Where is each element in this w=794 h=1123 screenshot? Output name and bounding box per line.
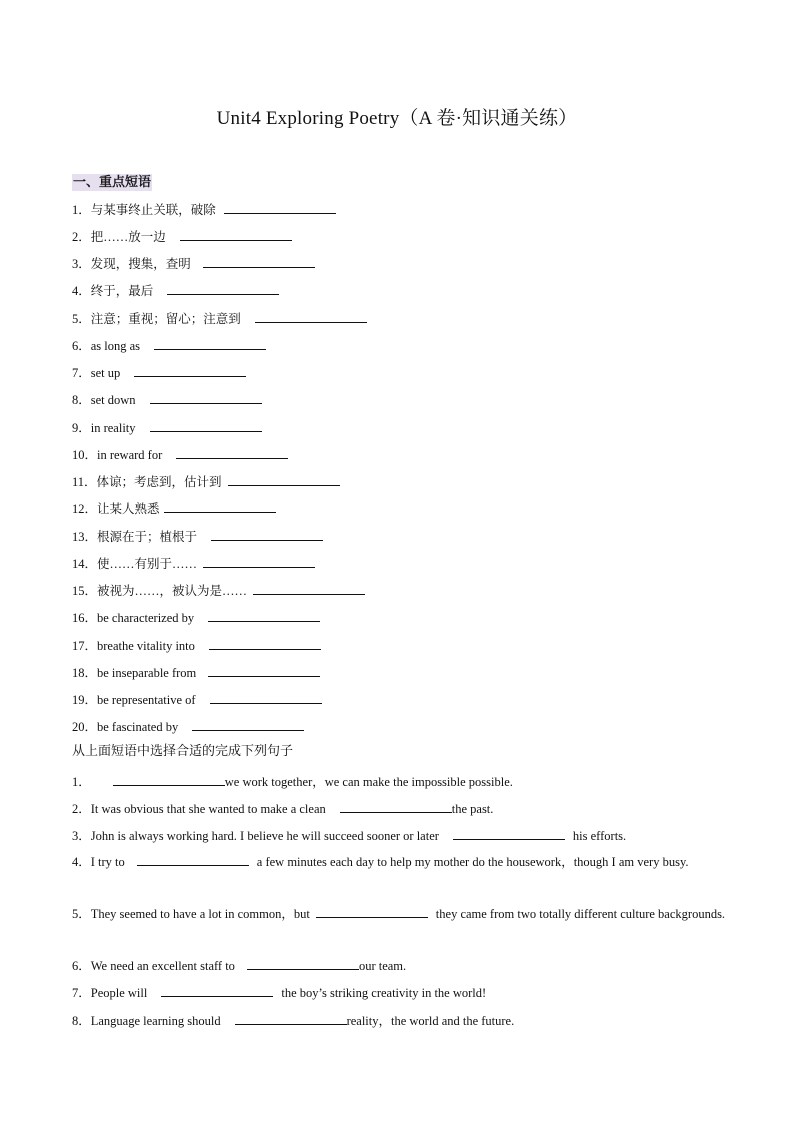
answer-blank[interactable]	[192, 718, 304, 731]
phrase-item: 8．set down	[72, 391, 732, 408]
answer-blank[interactable]	[203, 255, 315, 268]
phrase-item: 9．in reality	[72, 419, 732, 436]
phrase-item: 2．把……放一边	[72, 228, 732, 245]
phrase-item: 1．与某事终止关联，破除	[72, 201, 732, 218]
answer-blank[interactable]	[211, 528, 323, 541]
phrase-item: 13．根源在于；植根于	[72, 528, 732, 545]
answer-blank[interactable]	[340, 800, 452, 813]
sentence-item: 8．Language learning should reality，the world and the future.	[72, 1014, 515, 1028]
answer-blank[interactable]	[208, 609, 320, 622]
phrase-item: 16．be characterized by	[72, 609, 732, 626]
sentence-item: 2．It was obvious that she wanted to make a clean the past.	[72, 802, 494, 816]
phrase-item: 5．注意；重视；留心；注意到	[72, 310, 732, 327]
phrase-item: 11．体谅；考虑到，估计到	[72, 473, 732, 490]
phrase-item: 14．使……有别于……	[72, 555, 732, 572]
sentence-item: 4．I try to a few minutes each day to help my mother do the housework，though I am very busy.	[72, 855, 689, 869]
answer-blank[interactable]	[209, 637, 321, 650]
answer-blank[interactable]	[134, 364, 246, 377]
phrase-item: 17．breathe vitality into	[72, 637, 732, 654]
answer-blank[interactable]	[113, 773, 225, 786]
answer-blank[interactable]	[137, 853, 249, 866]
section-heading: 一、重点短语	[73, 175, 152, 190]
sentence-item: 7．People will the boy’s striking creativity in the world!	[72, 986, 487, 1000]
sentence-item: 3．John is always working hard. I believe he will succeed sooner or later his efforts.	[72, 829, 627, 843]
phrase-item: 7．set up	[72, 364, 732, 381]
page-title: Unit4 Exploring Poetry（A 卷·知识通关练）	[216, 108, 578, 129]
answer-blank[interactable]	[208, 664, 320, 677]
phrase-item: 15．被视为……，被认为是……	[72, 582, 732, 599]
answer-blank[interactable]	[235, 1012, 347, 1025]
sentence-item: 6．We need an excellent staff to our team.	[72, 959, 407, 973]
answer-blank[interactable]	[247, 957, 359, 970]
sentence-item: 5．They seemed to have a lot in common，but they came from two totally different culture backgrounds.	[72, 907, 726, 921]
phrase-item: 20．be fascinated by	[72, 718, 732, 735]
answer-blank[interactable]	[253, 582, 365, 595]
answer-blank[interactable]	[176, 446, 288, 459]
answer-blank[interactable]	[154, 337, 266, 350]
answer-blank[interactable]	[150, 391, 262, 404]
exercise-instruction: 从上面短语中选择合适的完成下列句子	[72, 744, 294, 759]
answer-blank[interactable]	[180, 228, 292, 241]
sentence-item: 1． we work together，we can make the impossible possible.	[72, 775, 513, 789]
phrase-item: 19．be representative of	[72, 691, 732, 708]
answer-blank[interactable]	[167, 282, 279, 295]
phrase-item: 12．让某人熟悉	[72, 500, 732, 517]
answer-blank[interactable]	[164, 500, 276, 513]
answer-blank[interactable]	[316, 905, 428, 918]
answer-blank[interactable]	[224, 201, 336, 214]
phrase-item: 10．in reward for	[72, 446, 732, 463]
phrase-item: 6．as long as	[72, 337, 732, 354]
phrase-item: 18．be inseparable from	[72, 664, 732, 681]
answer-blank[interactable]	[161, 984, 273, 997]
answer-blank[interactable]	[228, 473, 340, 486]
answer-blank[interactable]	[203, 555, 315, 568]
answer-blank[interactable]	[255, 310, 367, 323]
answer-blank[interactable]	[210, 691, 322, 704]
phrase-item: 3．发现，搜集，查明	[72, 255, 732, 272]
answer-blank[interactable]	[150, 419, 262, 432]
phrase-item: 4．终于，最后	[72, 282, 732, 299]
answer-blank[interactable]	[453, 827, 565, 840]
